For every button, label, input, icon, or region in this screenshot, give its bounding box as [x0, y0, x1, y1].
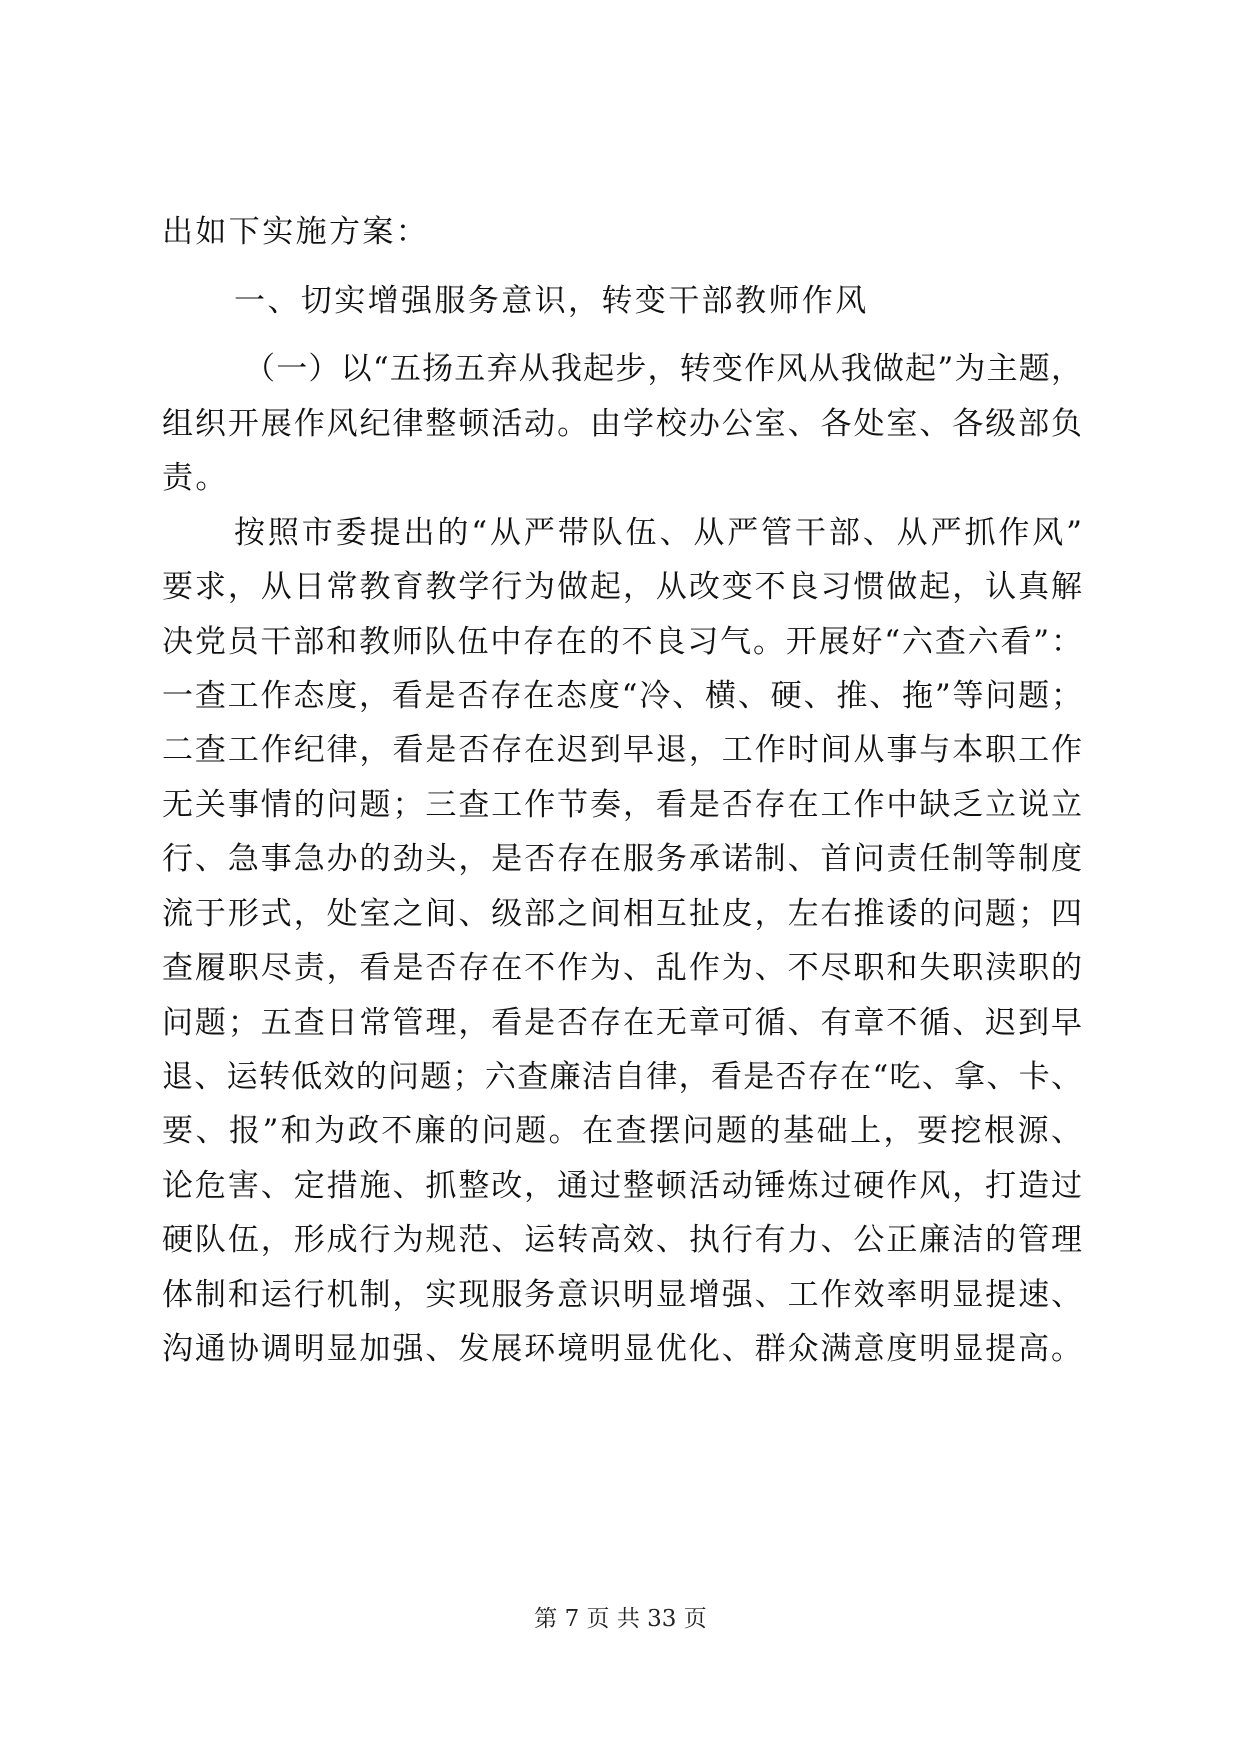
text-line-8: 决党员干部和教师队伍中存在的不良习气。开展好“六查六看”：	[162, 624, 1082, 660]
text-line-19: 硬队伍，形成行为规范、运转高效、执行有力、公正廉洁的管理	[162, 1222, 1082, 1258]
text-line-14: 查履职尽责，看是否存在不作为、乱作为、不尽职和失职渎职的	[162, 950, 1082, 986]
text-line-1: 出如下实施方案：	[162, 214, 430, 250]
text-line-12: 行、急事急办的劲头，是否存在服务承诺制、首问责任制等制度	[162, 841, 1082, 877]
text-line-13: 流于形式，处室之间、级部之间相互扯皮，左右推诿的问题；四	[162, 896, 1082, 932]
text-line-18: 论危害、定措施、抓整改，通过整顿活动锤炼过硬作风，打造过	[162, 1168, 1082, 1204]
text-line-7: 要求，从日常教育教学行为做起，从改变不良习惯做起，认真解	[162, 569, 1082, 605]
text-line-21: 沟通协调明显加强、发展环境明显优化、群众满意度明显提高。	[162, 1331, 1082, 1367]
page-number-footer: 第 7 页 共 33 页	[534, 1606, 707, 1632]
text-line-15: 问题；五查日常管理，看是否存在无章可循、有章不循、迟到早	[162, 1005, 1082, 1041]
section-heading: 一、切实增强服务意识，转变干部教师作风	[234, 283, 869, 319]
subsection-heading: （一）以“五扬五弃从我起步，转变作风从我做起”为主题，	[244, 351, 1082, 387]
paragraph-start: 按照市委提出的“从严带队伍、从严管干部、从严抓作风”	[234, 515, 1082, 551]
text-line-4: 组织开展作风纪律整顿活动。由学校办公室、各处室、各级部负	[162, 406, 1082, 442]
text-line-9: 一查工作态度，看是否存在态度“冷、横、硬、推、拖”等问题；	[162, 678, 1082, 714]
text-line-16: 退、运转低效的问题；六查廉洁自律，看是否存在“吃、拿、卡、	[162, 1059, 1082, 1095]
text-line-5: 责。	[162, 460, 229, 496]
text-line-20: 体制和运行机制，实现服务意识明显增强、工作效率明显提速、	[162, 1277, 1082, 1313]
text-line-17: 要、报”和为政不廉的问题。在查摆问题的基础上，要挖根源、	[162, 1113, 1082, 1149]
text-line-10: 二查工作纪律，看是否存在迟到早退，工作时间从事与本职工作	[162, 732, 1082, 768]
text-line-11: 无关事情的问题；三查工作节奏，看是否存在工作中缺乏立说立	[162, 787, 1082, 823]
